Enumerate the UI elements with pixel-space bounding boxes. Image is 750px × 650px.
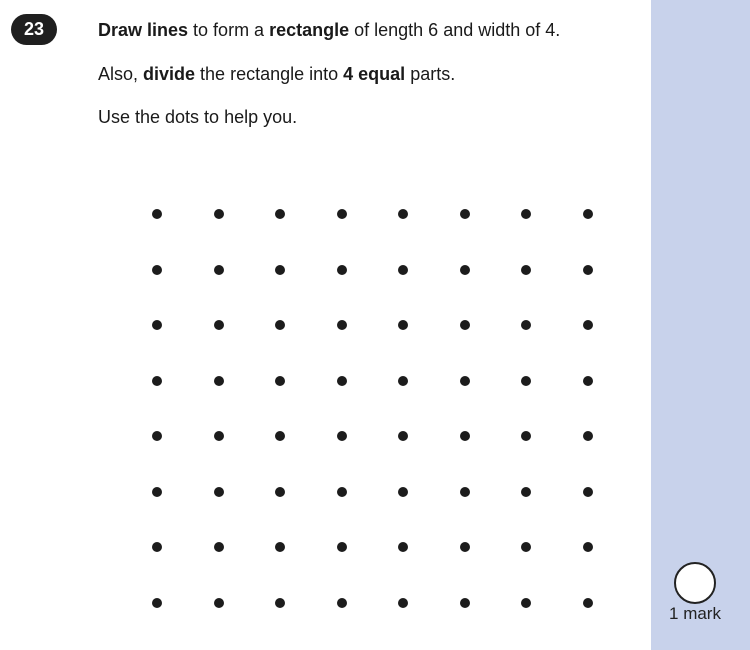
instruction-text: parts. [405,64,456,84]
grid-dot[interactable] [337,542,347,552]
grid-dot[interactable] [460,320,470,330]
grid-dot[interactable] [521,320,531,330]
grid-dot[interactable] [460,431,470,441]
grid-dot[interactable] [214,598,224,608]
grid-dot[interactable] [275,265,285,275]
grid-dot[interactable] [460,487,470,497]
grid-dot[interactable] [398,376,408,386]
grid-dot[interactable] [152,320,162,330]
instruction-bold-draw-lines: Draw lines [98,20,189,40]
grid-dot[interactable] [275,431,285,441]
grid-dot[interactable] [337,320,347,330]
instruction-bold-rectangle: rectangle [269,20,350,40]
grid-dot[interactable] [583,209,593,219]
grid-dot[interactable] [583,265,593,275]
grid-dot[interactable] [214,265,224,275]
grid-dot[interactable] [521,542,531,552]
grid-dot[interactable] [337,376,347,386]
grid-dot[interactable] [214,320,224,330]
grid-dot[interactable] [398,320,408,330]
grid-dot[interactable] [214,376,224,386]
grid-dot[interactable] [521,487,531,497]
grid-dot[interactable] [337,265,347,275]
grid-dot[interactable] [152,542,162,552]
grid-dot[interactable] [398,487,408,497]
grid-dot[interactable] [152,487,162,497]
grid-dot[interactable] [521,265,531,275]
grid-dot[interactable] [460,376,470,386]
grid-dot[interactable] [398,265,408,275]
instruction-line-3: Use the dots to help you. [98,107,298,127]
grid-dot[interactable] [583,376,593,386]
mark-box-circle [674,562,716,604]
grid-dot[interactable] [214,431,224,441]
grid-dot[interactable] [152,209,162,219]
grid-dot[interactable] [398,431,408,441]
grid-dot[interactable] [460,598,470,608]
question-number-badge: 23 [11,14,57,45]
grid-dot[interactable] [583,487,593,497]
grid-dot[interactable] [583,598,593,608]
mark-label: 1 mark [669,604,721,623]
grid-dot[interactable] [214,209,224,219]
instruction-text: Also, [98,64,144,84]
grid-dot[interactable] [583,542,593,552]
grid-dot[interactable] [214,487,224,497]
grid-dot[interactable] [460,542,470,552]
grid-dot[interactable] [275,542,285,552]
instruction-text: of length 6 and width of 4. [349,20,561,40]
grid-dot[interactable] [337,487,347,497]
grid-dot[interactable] [460,209,470,219]
grid-dot[interactable] [275,487,285,497]
grid-dot[interactable] [275,598,285,608]
grid-dot[interactable] [275,209,285,219]
instruction-bold-4-equal: 4 equal [343,64,406,84]
grid-dot[interactable] [521,376,531,386]
grid-dot[interactable] [398,209,408,219]
grid-dot[interactable] [583,320,593,330]
instruction-bold-divide: divide [143,64,196,84]
grid-dot[interactable] [521,209,531,219]
grid-dot[interactable] [152,265,162,275]
mark-margin-strip [651,0,750,650]
instruction-text: the rectangle into [195,64,344,84]
grid-dot[interactable] [152,431,162,441]
grid-dot[interactable] [521,598,531,608]
grid-dot[interactable] [275,376,285,386]
grid-dot[interactable] [337,209,347,219]
grid-dot[interactable] [398,598,408,608]
grid-dot[interactable] [583,431,593,441]
grid-dot[interactable] [214,542,224,552]
instruction-text: to form a [188,20,270,40]
grid-dot[interactable] [398,542,408,552]
grid-dot[interactable] [337,598,347,608]
grid-dot[interactable] [460,265,470,275]
grid-dot[interactable] [152,598,162,608]
grid-dot[interactable] [521,431,531,441]
grid-dot[interactable] [275,320,285,330]
grid-dot[interactable] [152,376,162,386]
grid-dot[interactable] [337,431,347,441]
